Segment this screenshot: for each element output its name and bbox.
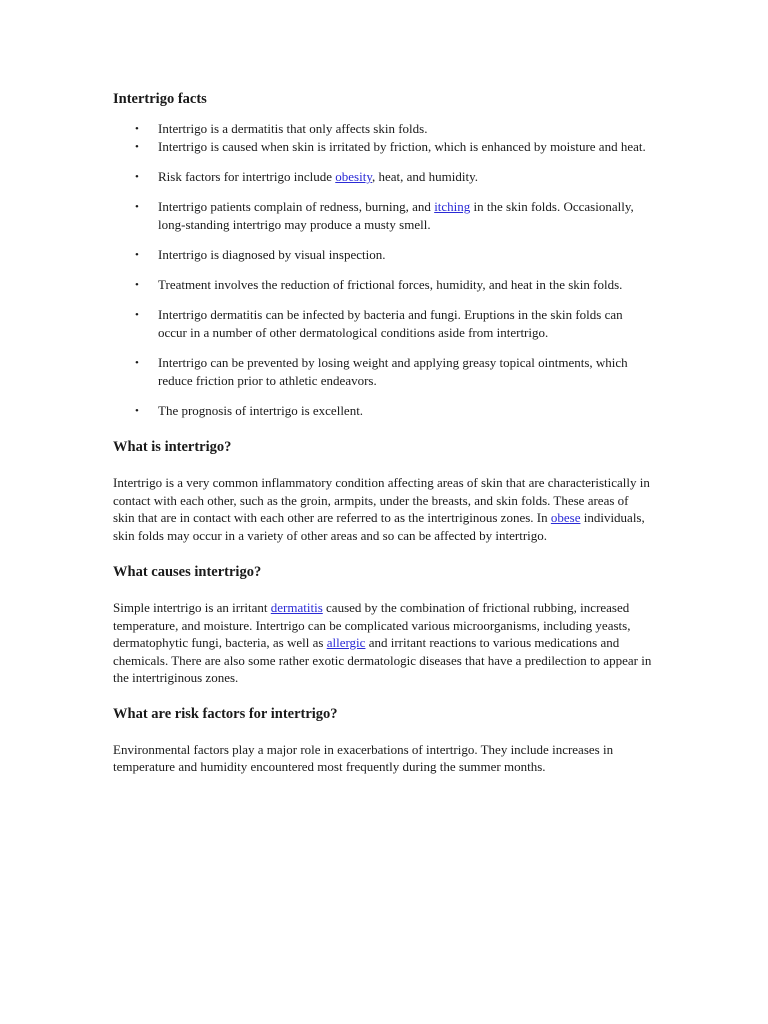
article [113,88,653,776]
list-item [113,198,653,234]
link-obesity[interactable]: obesity [335,169,372,184]
paragraph-text: individuals, skin folds may occur in a variety of other areas and so can be affected by intertrigo. [113,510,645,543]
list-item [113,168,653,186]
link-itching[interactable]: itching [434,199,471,214]
heading-what-causes-intertrigo: What causes intertrigo? [113,564,262,580]
bullet-icon: • [135,279,139,291]
bullet-icon: • [135,405,139,417]
link-allergic[interactable]: allergic [326,635,366,650]
paragraph-text: Simple intertrigo is an irritant [113,600,271,615]
fact-text: Treatment involves the reduction of frictional forces, humidity, and heat in the skin folds. [158,277,623,292]
list-item [113,120,653,138]
paragraph-text: Intertrigo is a very common inflammatory condition affecting areas of skin that are characteristically in contact with each other, such as the groin, armpits, under the breasts, and skin folds. These areas of skin that are in contact with each other are referred to as the intertriginous zones. In [113,475,650,525]
facts-list [113,120,653,420]
bullet-icon: • [135,171,139,183]
fact-text: Intertrigo is a dermatitis that only affects skin folds. [158,121,428,136]
bullet-icon: • [135,123,139,135]
fact-text: Intertrigo can be prevented by losing weight and applying greasy topical ointments, which reduce friction prior to athletic endeavors. [158,355,628,388]
bullet-icon: • [135,201,139,213]
fact-text: The prognosis of intertrigo is excellent. [158,403,364,418]
list-item [113,138,653,156]
paragraph-causes [113,599,653,687]
fact-text: Intertrigo dermatitis can be infected by bacteria and fungi. Eruptions in the skin folds can occur in a number of other dermatological conditions aside from intertrigo. [158,307,623,340]
list-item [113,402,653,420]
list-item [113,306,653,342]
list-item [113,246,653,264]
fact-text: Intertrigo patients complain of redness, burning, and [158,199,435,214]
list-item [113,354,653,390]
heading-what-is-intertrigo: What is intertrigo? [113,439,232,455]
fact-text: Intertrigo is diagnosed by visual inspection. [158,247,386,262]
paragraph-text: and irritant reactions to various medications and chemicals. There are also some rather exotic dermatologic diseases that have a predilection to appear in the intertriginous zones. [113,635,652,685]
fact-text: , heat, and humidity. [371,169,479,184]
bullet-icon: • [135,141,139,153]
list-item [113,276,653,294]
paragraph-text: caused by the combination of frictional rubbing, increased temperature, and moisture. Intertrigo can be complicated various microorganisms, including yeasts, dermatophytic fungi, bacteria, as well as [113,600,631,650]
heading-risk-factors: What are risk factors for intertrigo? [113,705,338,722]
fact-text: Risk factors for intertrigo include [158,169,336,184]
link-dermatitis[interactable]: dermatitis [270,600,323,615]
bullet-icon: • [135,357,139,369]
bullet-icon: • [135,249,139,261]
paragraph-risk: Environmental factors play a major role in exacerbations of intertrigo. They include increases in temperature and humidity encountered most frequently during the summer months. [113,741,614,774]
fact-text: Intertrigo is caused when skin is irritated by friction, which is enhanced by moisture and heat. [158,139,646,154]
paragraph-what-is [113,474,653,544]
link-obese[interactable]: obese [550,510,581,525]
bullet-icon: • [135,309,139,321]
fact-text: in the skin folds. Occasionally, long-standing intertrigo may produce a musty smell. [158,199,634,232]
heading-intertrigo-facts: Intertrigo facts [113,91,207,107]
